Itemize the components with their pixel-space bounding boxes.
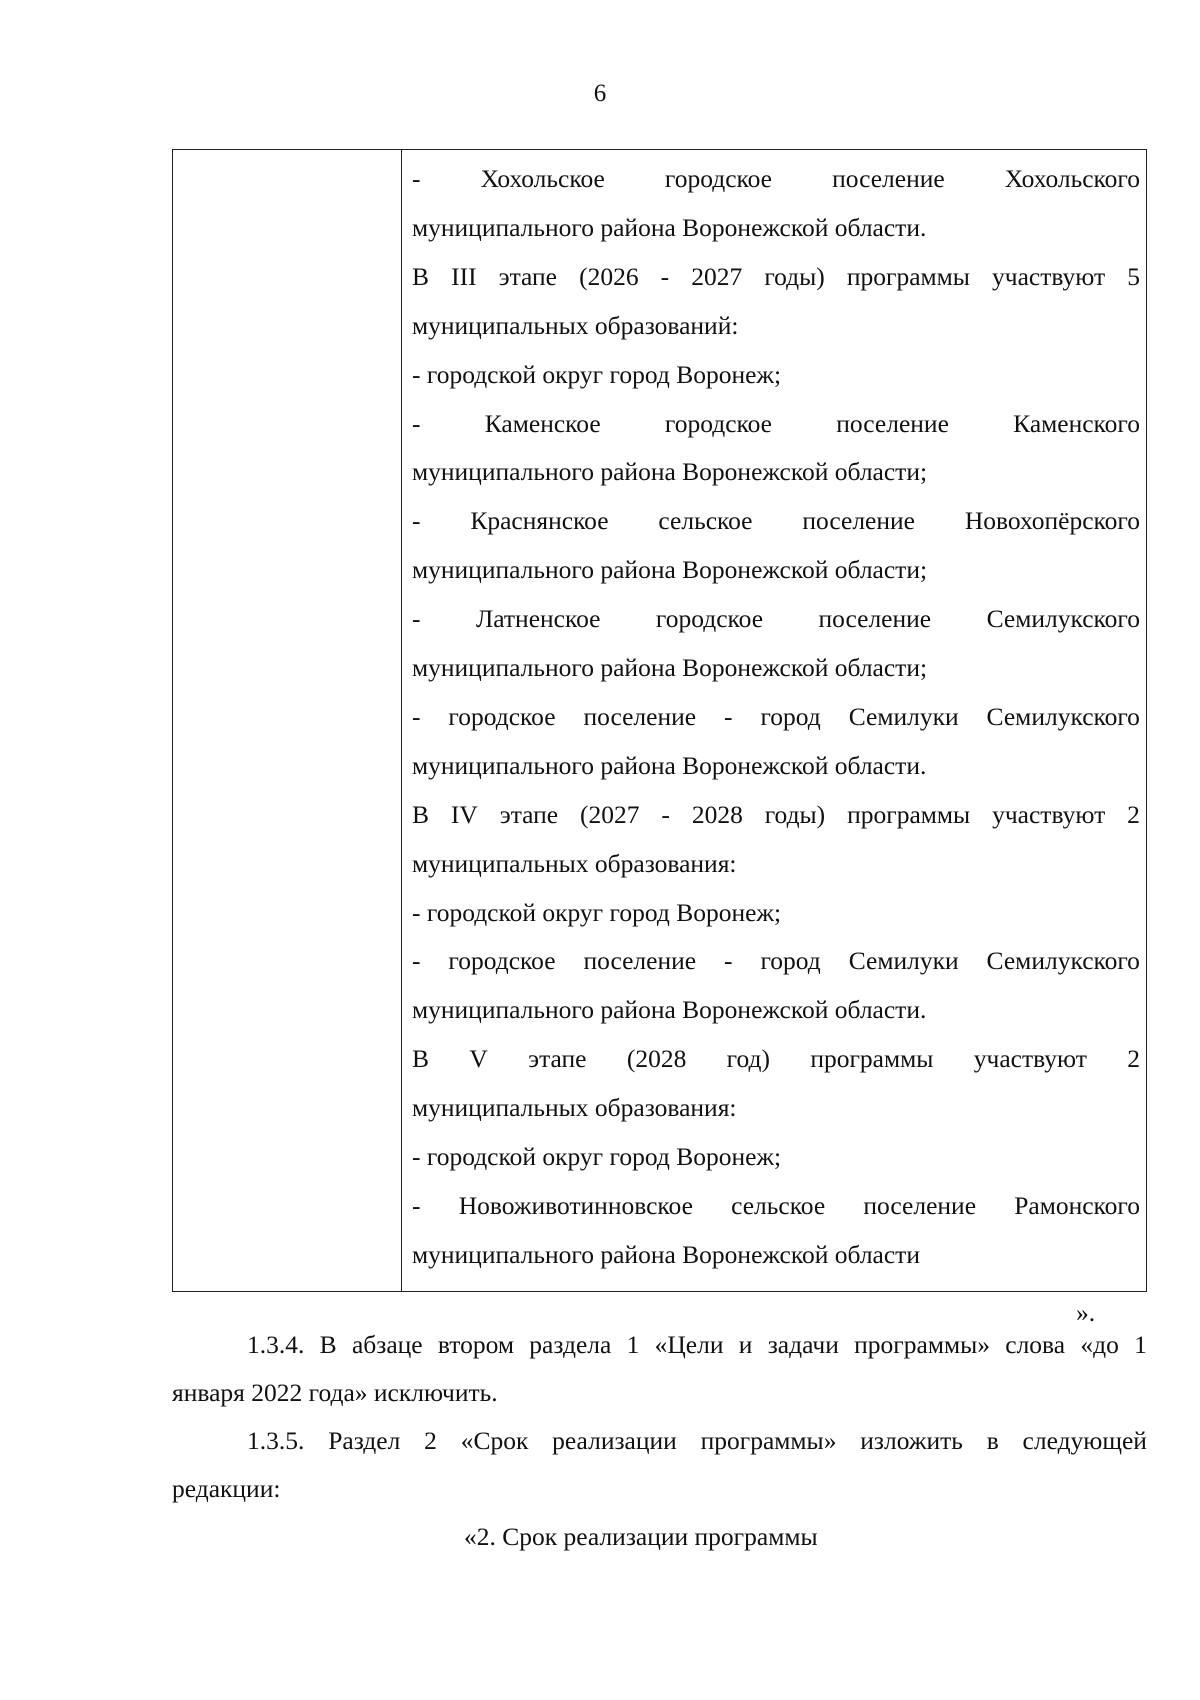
word: поселение	[836, 408, 949, 438]
word: сельское	[731, 1190, 826, 1220]
word: поселение	[832, 164, 945, 193]
table-text-line	[412, 164, 1140, 194]
word: следующей	[1022, 1426, 1147, 1455]
table-text-line: муниципального района Воронежской области.	[412, 995, 927, 1025]
word: и	[738, 1330, 753, 1359]
word: (2026	[579, 261, 639, 291]
paragraph-1-3-4-line-1	[247, 1330, 1147, 1360]
word: сельское	[658, 506, 753, 536]
word: программы	[846, 261, 970, 291]
word: поселение	[802, 506, 915, 536]
word: Раздел	[328, 1426, 401, 1455]
word: -	[724, 946, 733, 976]
word: III	[451, 261, 477, 291]
table-text-line: муниципального района Воронежской области;	[412, 457, 928, 487]
word: реализации	[552, 1426, 677, 1455]
table-text-line	[412, 506, 1140, 536]
word: 1	[1134, 1330, 1147, 1359]
table-text-line: - городской округ город Воронеж;	[412, 897, 782, 927]
word: IV	[450, 799, 478, 829]
table-text-line	[412, 604, 1140, 634]
word: Новохопёрского	[964, 506, 1140, 536]
word: Семилукского	[986, 701, 1140, 731]
word: городское	[655, 604, 764, 634]
word: Краснянское	[470, 506, 609, 536]
word: городское	[664, 408, 772, 438]
word: участвуют	[992, 261, 1106, 291]
word: этапе	[498, 261, 558, 291]
word: -	[412, 408, 421, 438]
word: программы»	[854, 1330, 990, 1359]
word: городское	[448, 701, 556, 731]
word: 1.3.5.	[247, 1426, 305, 1455]
word: В	[412, 261, 430, 291]
word: В	[412, 1044, 430, 1074]
closing-quote: ».	[1076, 1298, 1096, 1327]
word: 5	[1127, 261, 1140, 291]
word: «до	[1080, 1330, 1119, 1359]
table-right-cell	[402, 150, 1146, 1291]
word: (2028	[626, 1044, 687, 1074]
word: программы	[810, 1044, 934, 1074]
word: городское	[448, 946, 556, 976]
word: Каменское	[484, 408, 601, 438]
word: втором	[437, 1330, 515, 1359]
word: этапе	[528, 1044, 587, 1074]
word: слова	[1005, 1330, 1066, 1359]
word: программы	[847, 799, 971, 829]
section-heading: «2. Срок реализации программы	[464, 1522, 818, 1551]
word: -	[412, 506, 421, 536]
word: поселение	[583, 946, 697, 976]
word: -	[661, 799, 670, 829]
word: поселение	[863, 1190, 977, 1220]
word: «Срок	[460, 1426, 529, 1455]
word: 2028	[691, 799, 743, 829]
table-text-line: муниципальных образований:	[412, 310, 739, 340]
word: Семилукского	[986, 946, 1140, 976]
table-text-line	[412, 1044, 1140, 1074]
word: 1	[626, 1330, 640, 1359]
table-text-line	[412, 262, 1140, 292]
word: город	[760, 946, 821, 976]
word: -	[724, 701, 733, 731]
word: участвуют	[973, 1044, 1087, 1074]
table-text-line: муниципального района Воронежской области;	[412, 555, 928, 585]
word: -	[412, 604, 421, 634]
word: -	[412, 1190, 421, 1220]
table-text-line: муниципального района Воронежской области;	[412, 653, 928, 682]
word: абзаце	[351, 1330, 423, 1359]
word: В	[319, 1330, 337, 1359]
word: Хохольское	[480, 164, 605, 193]
word: Новоживотинновское	[458, 1190, 693, 1220]
word: годы)	[764, 261, 825, 291]
word: Семилуки	[848, 946, 959, 976]
word: программы»	[700, 1426, 837, 1455]
page-number: 6	[593, 80, 607, 107]
word: изложить	[860, 1426, 963, 1455]
word: 2	[424, 1426, 437, 1455]
word: год)	[726, 1044, 770, 1074]
word: задачи	[767, 1330, 839, 1359]
word: Хохольского	[1004, 164, 1140, 193]
word: V	[469, 1044, 488, 1074]
word: этапе	[499, 799, 559, 829]
word: 2027	[691, 261, 743, 291]
word: Рамонского	[1014, 1190, 1140, 1220]
table-text-line	[412, 1191, 1140, 1221]
word: В	[412, 799, 430, 829]
word: -	[412, 946, 421, 976]
word: 2	[1127, 799, 1140, 829]
word: в	[986, 1426, 999, 1455]
table-text-line: муниципальных образования:	[412, 1093, 737, 1123]
word: Семилуки	[848, 701, 959, 731]
word: -	[412, 701, 421, 731]
table-text-line	[412, 409, 1140, 439]
word: городское	[664, 164, 772, 193]
word: годы)	[764, 799, 826, 829]
table-text-line	[412, 800, 1140, 830]
table-text-line: - городской округ город Воронеж;	[412, 359, 782, 389]
table-text-line: муниципального района Воронежской области	[412, 1239, 920, 1269]
program-participants-table	[172, 149, 1147, 1292]
table-text-line	[412, 702, 1140, 732]
word: 1.3.4.	[247, 1330, 305, 1359]
table-text-line: муниципального района Воронежской области.	[412, 212, 927, 242]
word: -	[412, 164, 421, 193]
word: поселение	[583, 701, 697, 731]
paragraph-1-3-4-line-2: января 2022 года» исключить.	[172, 1378, 498, 1407]
paragraph-1-3-5-line-1	[247, 1426, 1147, 1456]
table-left-cell	[173, 150, 402, 1291]
word: город	[760, 701, 821, 731]
table-text-line: муниципальных образования:	[412, 848, 737, 878]
word: (2027	[580, 799, 640, 829]
word: Каменского	[1013, 408, 1140, 438]
word: поселение	[818, 604, 932, 634]
word: 2	[1127, 1044, 1140, 1074]
word: -	[660, 261, 670, 291]
table-text-line: - городской округ город Воронеж;	[412, 1142, 782, 1171]
table-text-line	[412, 946, 1140, 976]
word: «Цели	[654, 1330, 724, 1359]
word: участвуют	[992, 799, 1106, 829]
word: Семилукского	[986, 604, 1140, 634]
paragraph-1-3-5-line-2: редакции:	[172, 1474, 281, 1503]
word: Латненское	[475, 604, 601, 634]
table-text-line: муниципального района Воронежской области.	[412, 750, 927, 780]
word: раздела	[529, 1330, 612, 1359]
